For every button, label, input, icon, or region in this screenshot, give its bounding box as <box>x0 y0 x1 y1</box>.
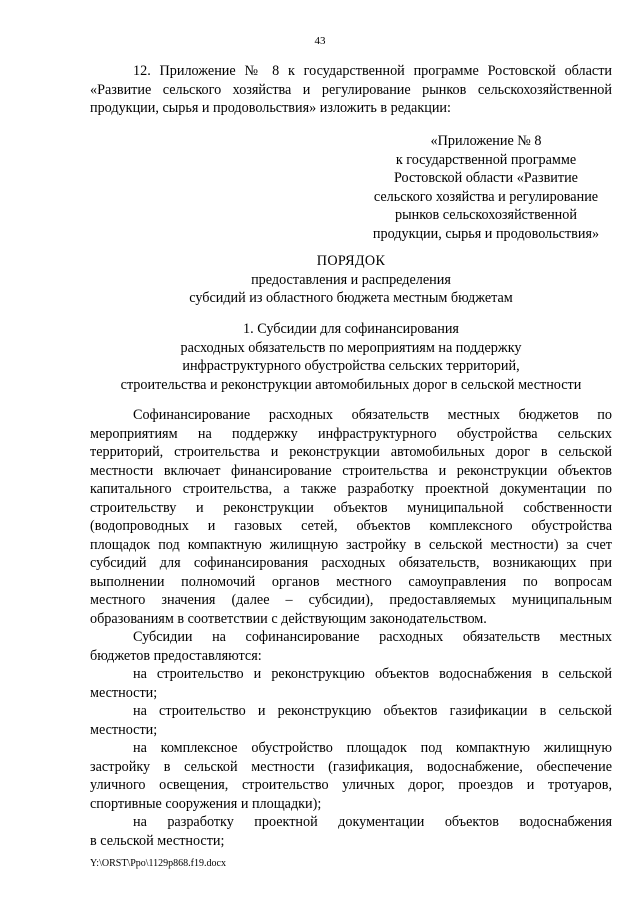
text-line: капитального строительства, а также разработку проектной документации по <box>90 481 612 497</box>
appendix-reference <box>360 132 612 243</box>
appendix-ref-line: рынков сельскохозяйственной <box>395 207 577 223</box>
list-item <box>90 739 612 813</box>
text-line: в сельской местности; <box>90 832 225 849</box>
text-line: местного значения (далее – субсидии), предоставляемых муниципальным <box>90 592 612 608</box>
page-number: 43 <box>314 35 326 47</box>
text-line: местности; <box>90 684 158 701</box>
body-text <box>90 406 612 850</box>
text-line: строительству и реконструкции объектов муниципальной собственности <box>90 499 612 516</box>
text-line: на комплексное обустройство площадок под компактную жилищную <box>133 740 612 756</box>
appendix-ref-line: «Приложение № 8 <box>430 133 542 149</box>
text-line: выполнении полномочий органов местного самоуправления по вопросам <box>90 573 612 590</box>
title-subtitle: субсидий из областного бюджета местным бюджетам <box>189 290 513 306</box>
text-line: мероприятиям на поддержку инфраструктурного обустройства сельских <box>90 425 612 442</box>
list-item <box>90 702 612 739</box>
text-line: уличного освещения, строительство уличных дорог, проездов и тротуаров, <box>90 777 612 793</box>
title-subtitle: предоставления и распределения <box>251 271 451 288</box>
intro-line: 12. Приложение № 8 к государственной программе Ростовской области <box>133 63 612 79</box>
list-item <box>90 665 612 702</box>
footer-file-path: Y:\ORST\Ppo\1129p868.f19.docx <box>90 858 226 869</box>
intro-paragraph <box>90 62 612 118</box>
text-line: на разработку проектной документации объектов водоснабжения <box>133 814 612 830</box>
appendix-ref-line: к государственной программе <box>395 151 577 168</box>
intro-line: «Развитие сельского хозяйства и регулирование рынков сельскохозяйственной <box>90 81 612 98</box>
section-heading-line: строительства и реконструкции автомобильных дорог в сельской местности <box>120 376 582 393</box>
text-line: бюджетов предоставляются: <box>90 647 262 664</box>
section-heading <box>90 320 612 394</box>
title-main: ПОРЯДОК <box>316 253 386 269</box>
document-title <box>90 252 612 308</box>
text-line: спортивные сооружения и площадки); <box>90 795 322 812</box>
text-line: на строительство и реконструкцию объектов водоснабжения в сельской <box>133 666 612 682</box>
text-line: местности включает финансирование строительства и реконструкции объектов <box>90 462 612 479</box>
text-line: площадок под компактную жилищную застройку в сельской местности) за счет <box>90 536 612 553</box>
text-line: образованиям в соответствии с действующим законодательством. <box>90 610 487 627</box>
text-line: Субсидии на софинансирование расходных обязательств местных <box>133 629 612 645</box>
text-line: местности; <box>90 721 158 738</box>
appendix-ref-line: продукции, сырья и продовольствия» <box>372 225 600 242</box>
paragraph <box>90 406 612 628</box>
text-line: застройку в сельской местности (газификация, водоснабжение, обеспечение <box>90 758 612 775</box>
section-heading-line: 1. Субсидии для софинансирования <box>243 321 459 337</box>
text-line: на строительство и реконструкцию объектов газификации в сельской <box>133 703 612 719</box>
text-line: субсидий для софинансирования расходных обязательств, возникающих при <box>90 555 612 571</box>
paragraph <box>90 628 612 665</box>
appendix-ref-line: Ростовской области «Развитие <box>394 170 578 186</box>
section-heading-line: инфраструктурного обустройства сельских территорий, <box>182 358 520 374</box>
list-item <box>90 813 612 850</box>
text-line: Софинансирование расходных обязательств местных бюджетов по <box>133 407 612 423</box>
text-line: (водопроводных и газовых сетей, объектов комплексного обустройства <box>90 518 612 534</box>
appendix-ref-line: сельского хозяйства и регулирование <box>373 188 599 205</box>
section-heading-line: расходных обязательств по мероприятиям на поддержку <box>180 339 522 356</box>
text-line: территорий, строительства и реконструкции автомобильных дорог в сельской <box>90 444 612 460</box>
intro-line: продукции, сырья и продовольствия» изложить в редакции: <box>90 100 451 116</box>
